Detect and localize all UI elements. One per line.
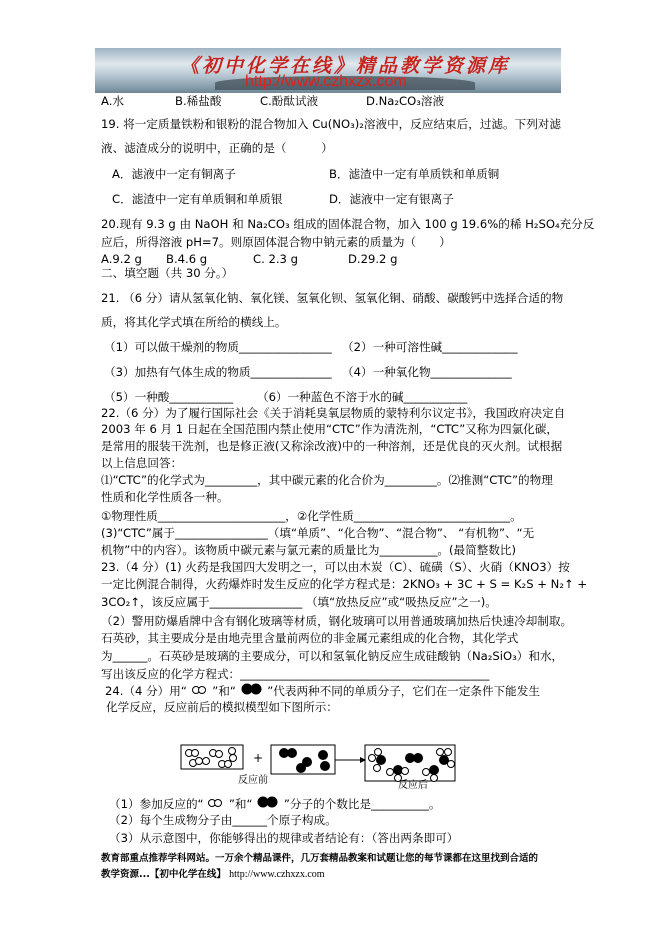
q21-text: 质，将其化学式填在所给的横线上。	[101, 315, 287, 329]
q22-text: ⑴“CTC”的化学式为_________，其中碳元素的化合价为_________。⑵推测“CTC”的物理	[101, 473, 553, 487]
q19-option-d: D．滤液中一定有银离子	[329, 192, 454, 206]
q24-text: ”代表两种不同的单质分子，它们在一定条件下能发生	[267, 684, 540, 698]
q19-option-b: B．滤渣中一定有单质铁和单质铜	[329, 167, 500, 181]
q21-text: 21. （6 分）请从氢氧化钠、氧化镁、氢氧化钡、氢氧化铜、硝酸、碳酸钙中选择合适的物	[101, 291, 564, 305]
q23-text: 为______。石英砂是玻璃的主要成分，可以和氢氧化钠反应生成硅酸钠（Na₂SiO₃）和水，	[101, 649, 564, 663]
q22-text: 性质和化学性质各一种。	[101, 490, 229, 504]
q23-text: （2）警用防爆盾牌中含有钢化玻璃等材质，钢化玻璃可以用普通玻璃加热后快速冷却制取。	[101, 614, 573, 628]
q22-text: ①物理性质______________________，②化学性质___________________________。	[101, 509, 522, 523]
q24-text: ”分子的个数比是__________。	[283, 797, 441, 811]
plus-sign: +	[253, 751, 264, 765]
footer-site: 教学资源...【初中化学在线】	[101, 869, 226, 880]
q21-item: （2）一种可溶性碱_____________	[342, 340, 518, 354]
banner-url[interactable]: http://www.czhxzx.com	[245, 73, 407, 90]
q19-text: 液、滤渣成分的说明中，正确的是（ ）	[101, 141, 333, 155]
q21-item: （1）可以做干燥剂的物质________________	[104, 340, 332, 354]
q24-text: 24.（4 分）用“	[105, 684, 187, 698]
q22-text: 是常用的服装干洗剂，也是修正液(又称涂改液)中的一种溶剂，还是优良的灭火剂。试根据	[101, 439, 563, 453]
q18-option-c: C.酚酞试液	[260, 94, 319, 108]
q24-text: （1）参加反应的“	[109, 797, 204, 811]
q21-item: （3）加热有气体生成的物质______________	[104, 365, 332, 379]
q20-option-a: A.9.2 g	[101, 252, 142, 266]
footer-text: 教育部重点推荐学科网站。一万余个精品课件，几万套精品教案和试题让您的每节课都在这里找到合适的	[101, 853, 539, 864]
q20-text: 应后，所得溶液 pH=7。则原固体混合物中钠元素的质量为（ ）	[101, 235, 451, 249]
label-before-reaction: 反应前	[238, 775, 268, 786]
q22-text: 22.（6 分）为了履行国际社会《关于消耗臭氧层物质的蒙特利尔议定书》，我国政府决定自	[101, 406, 566, 420]
q24-sub2: （2）每个生成物分子由______个原子构成。	[109, 813, 337, 827]
q20-option-b: B.4.6 g	[166, 252, 208, 266]
q18-option-a: A.水	[101, 94, 125, 108]
q24-sub3: （3）从示意图中，你能够得出的规律或者结论有：（答出两条即可）	[109, 831, 459, 845]
q21-item: （4）一种氧化物______________	[342, 365, 512, 379]
q22-text: 机物”中的内容）。该物质中碳元素与氯元素的质量比为__________。(最简整数比)	[101, 543, 517, 557]
footer-url[interactable]: http://www.czhxzx.com	[229, 869, 325, 880]
q23-text: 23.（4 分）(1) 火药是我国四大发明之一，可以由木炭（C）、硫磺（S）、火硝（KNO3）按	[101, 560, 570, 574]
label-after-reaction: 反应后	[398, 780, 428, 791]
q24-text: ”和“	[228, 797, 253, 811]
q18-option-d: D.Na₂CO₃溶液	[366, 94, 445, 108]
black-molecule-icon	[240, 683, 264, 695]
q21-item: （6）一种蓝色不溶于水的碱___________	[257, 390, 468, 404]
footer-text	[101, 868, 325, 882]
q20-option-c: C. 2.3 g	[253, 252, 298, 266]
q22-text: (3)“CTC”属于________________（填“单质”、“化合物”、“混合物”、 “有机物”、“无	[101, 526, 535, 540]
q19-option-a: A．滤液中一定有铜离子	[112, 167, 236, 181]
q24-text: 化学反应，反应前后的模拟模型如下图所示：	[106, 700, 338, 714]
banner-title: 《初中化学在线》精品教学资源库	[180, 55, 511, 77]
white-molecule-icon	[191, 685, 209, 695]
q23-text: 石英砂，其主要成分是由地壳里含量前两位的非金属元素组成的化合物，其化学式	[101, 631, 519, 645]
q24-intro	[105, 683, 540, 698]
q22-text: 2003 年 6 月 1 日起在全国范围内禁止使用“CTC”作为清洗剂，“CTC”又称为四氯化碳，	[101, 422, 558, 436]
q23-text: 一定比例混合制得，火药爆炸时发生反应的化学方程式是：2KNO₃ + 3C + S = K₂S + N₂↑ +	[101, 577, 588, 591]
q23-text: 写出该反应的化学方程式：___________________________________________	[101, 667, 490, 681]
q24-sub1	[109, 796, 441, 811]
q18-option-b: B.稀盐酸	[175, 94, 222, 108]
section-heading: 二、填空题（共 30 分。）	[101, 266, 234, 280]
q21-item: （5）一种酸___________	[104, 390, 234, 404]
site-banner	[95, 48, 561, 93]
q19-option-c: C．滤渣中一定有单质铜和单质银	[112, 192, 283, 206]
black-molecule-icon	[256, 796, 280, 808]
q20-option-d: D.29.2 g	[348, 252, 398, 266]
white-molecule-icon	[207, 798, 225, 808]
q19-text: 19. 将一定质量铁粉和银粉的混合物加入 Cu(NO₃)₂溶液中，反应结束后，过滤。下列对滤	[101, 117, 561, 131]
q20-text: 20.现有 9.3 g 由 NaOH 和 Na₂CO₃ 组成的固体混合物，加入 100 g 19.6%的稀 H₂SO₄充分反	[101, 217, 595, 231]
q22-text: 以上信息回答：	[101, 456, 183, 470]
q23-text: 3CO₂↑，该反应属于________________ （填“放热反应”或“吸热反应”之一)。	[101, 595, 497, 609]
q24-text: ”和“	[212, 684, 236, 698]
